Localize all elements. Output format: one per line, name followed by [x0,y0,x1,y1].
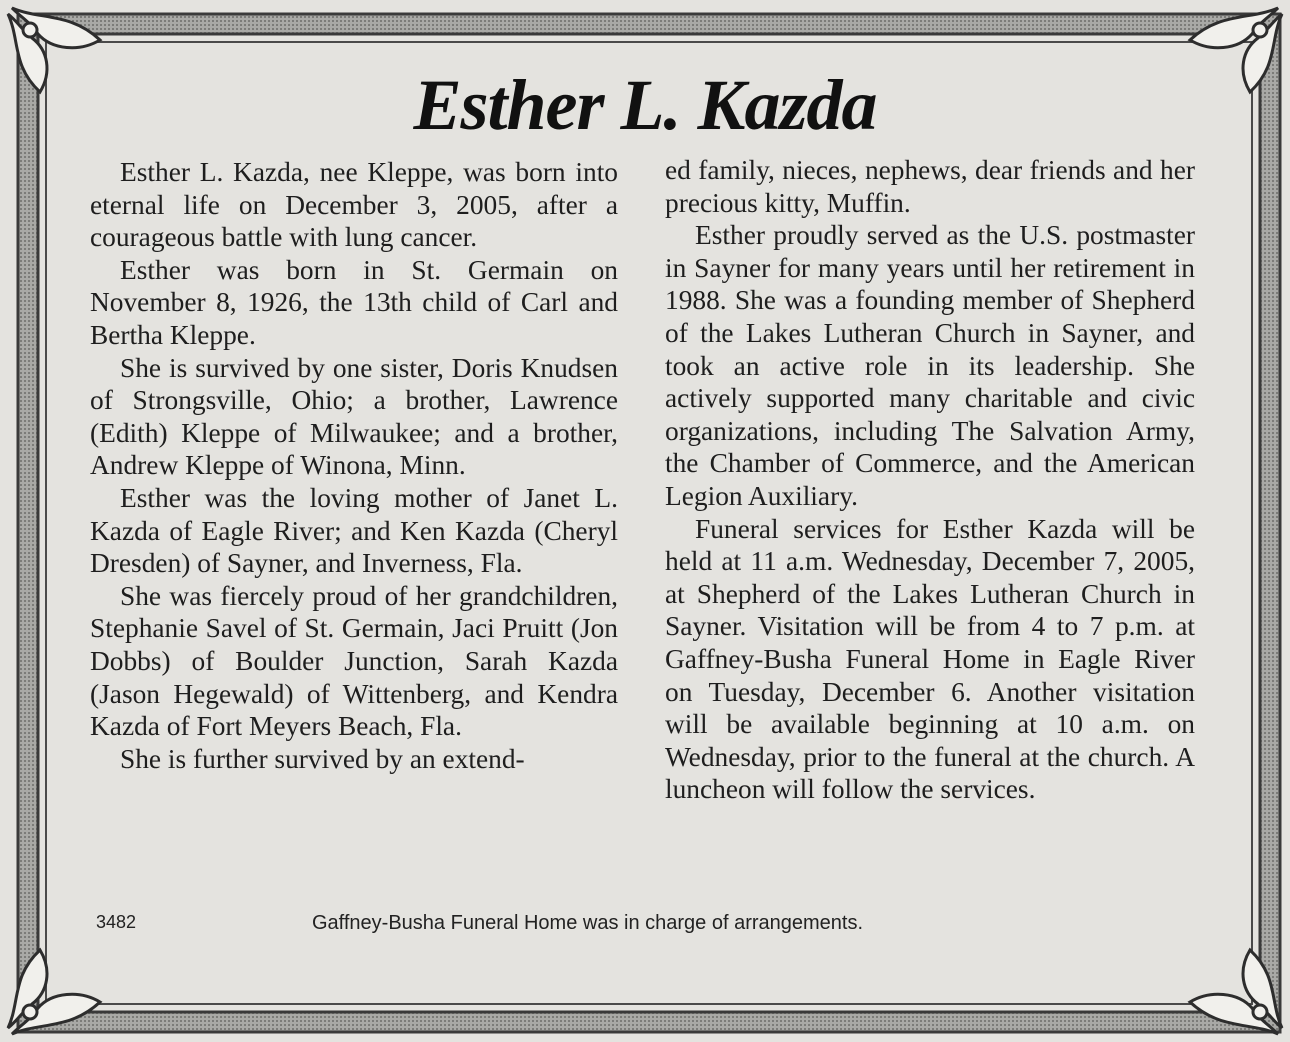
arrangements-note: Gaffney-Busha Funeral Home was in charge of arrangements. [312,912,864,934]
paragraph: Esther proudly served as the U.S. postmaster in Sayner for many years until her retirement in 1988. She was a founding member of Shepherd of the Lakes Lutheran Church in Sayner, and took an active role in its leadership. She actively supported many charitable and civic organizations, including The Salvation Army, the Chamber of Commerce, and the American Legion Auxiliary. [665,220,1195,511]
paragraph: Esther L. Kazda, nee Kleppe, was born into eternal life on December 3, 2005, after a courageous battle with lung cancer. [90,157,618,253]
paragraph: Funeral services for Esther Kazda will be held at 11 a.m. Wednesday, December 7, 2005, at Shepherd of the Lakes Lutheran Church in Sayner. Visitation will be from 4 to 7 p.m. at Gaffney-Busha Funeral Home in Eagle River on Tuesday, December 6. Another visitation will be available beginning at 10 a.m. on Wednesday, prior to the funeral at the church. A luncheon will follow the services. [665,513,1195,805]
paragraph: Esther was born in St. Germain on November 8, 1926, the 13th child of Carl and Bertha Kleppe. [90,254,618,350]
paragraph: She was fiercely proud of her grandchildren, Stephanie Savel of St. Germain, Jaci Pruitt (Jon Dobbs) of Boulder Junction, Sarah Kazda (Jason Hegewald) of Wittenberg, and Kendra Kazda of Fort Meyers Beach, Fla. [90,580,618,742]
left-column [90,156,618,775]
paragraph: She is further survived by an extend- [120,743,525,774]
right-column [665,154,1195,806]
paragraph-continuation: ed family, nieces, nephews, dear friends and her precious kitty, Muffin. [665,155,1195,218]
ad-code: 3482 [96,912,137,932]
paragraph: She is survived by one sister, Doris Knudsen of Strongsville, Ohio; a brother, Lawrence (Edith) Kleppe of Milwaukee; and a brother, Andrew Kleppe of Winona, Minn. [90,352,618,481]
paragraph: Esther was the loving mother of Janet L. Kazda of Eagle River; and Ken Kazda (Cheryl Dresden) of Sayner, and Inverness, Fla. [90,482,618,579]
obituary-title: Esther L. Kazda [413,65,877,145]
